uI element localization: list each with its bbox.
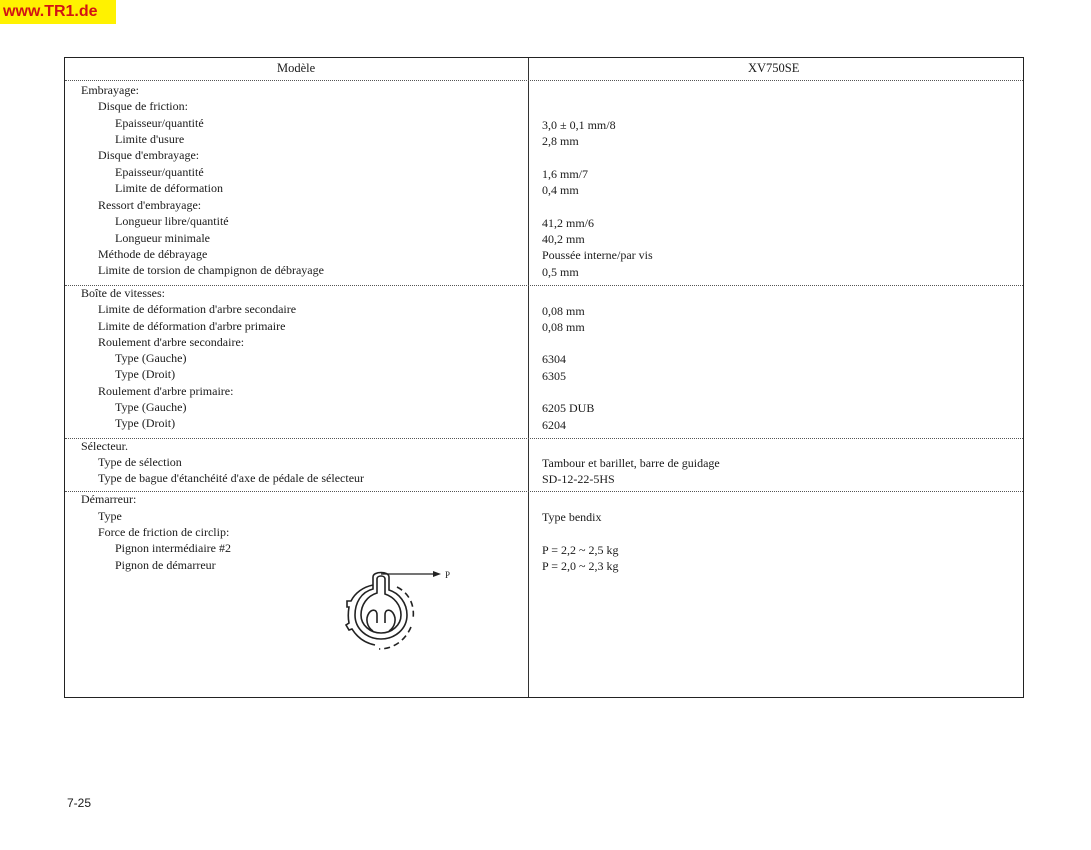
prim-right-label: Type (Droit) <box>115 416 176 430</box>
circlip-label: Force de friction de circlip: <box>98 525 230 539</box>
selector-type-label: Type de sélection <box>98 455 182 469</box>
starter-pinion-value: P = 2,0 ~ 2,3 kg <box>542 559 619 573</box>
spec-table <box>64 57 1024 698</box>
sec-bearing-label: Roulement d'arbre secondaire: <box>98 335 245 349</box>
page-number: 7-25 <box>67 796 92 810</box>
release-method-label: Méthode de débrayage <box>98 247 208 261</box>
circlip-diagram <box>335 563 455 658</box>
column-divider <box>528 58 529 697</box>
friction-disc-label: Disque de friction: <box>98 99 188 113</box>
warp-limit-value: 0,4 mm <box>542 183 579 197</box>
section-divider-selector <box>65 491 1023 492</box>
prim-shaft-value: 0,08 mm <box>542 320 585 334</box>
prim-left-value: 6205 DUB <box>542 401 595 415</box>
prim-shaft-label: Limite de déformation d'arbre primaire <box>98 319 286 333</box>
min-length-value: 40,2 mm <box>542 232 585 246</box>
clutch-thickness-label: Epaisseur/quantité <box>115 165 204 179</box>
warp-limit-label: Limite de déformation <box>115 181 223 195</box>
section-divider-gearbox <box>65 438 1023 439</box>
sec-left-value: 6304 <box>542 352 566 366</box>
clutch-thickness-value: 1,6 mm/7 <box>542 167 589 181</box>
release-method-value: Poussée interne/par vis <box>542 248 653 262</box>
starter-type-label: Type <box>98 509 122 523</box>
prim-left-label: Type (Gauche) <box>115 400 187 414</box>
torsion-limit-label: Limite de torsion de champignon de débrayage <box>98 263 324 277</box>
header-label: Modèle <box>277 61 316 75</box>
sec-right-label: Type (Droit) <box>115 367 176 381</box>
section-divider-clutch <box>65 285 1023 286</box>
starter-pinion-label: Pignon de démarreur <box>115 558 216 572</box>
clutch-disc-label: Disque d'embrayage: <box>98 148 200 162</box>
sec-right-value: 6305 <box>542 369 566 383</box>
idler-gear-label: Pignon intermédiaire #2 <box>115 541 231 555</box>
watermark: www.TR1.de <box>0 0 116 24</box>
idler-gear-value: P = 2,2 ~ 2,5 kg <box>542 543 619 557</box>
prim-bearing-label: Roulement d'arbre primaire: <box>98 384 234 398</box>
starter-type-value: Type bendix <box>542 510 602 524</box>
selector-type-value: Tambour et barillet, barre de guidage <box>542 456 720 470</box>
free-length-label: Longueur libre/quantité <box>115 214 229 228</box>
diagram-label-p: P <box>445 570 451 580</box>
wear-limit-value: 2,8 mm <box>542 134 579 148</box>
sec-shaft-value: 0,08 mm <box>542 304 585 318</box>
clutch-spring-label: Ressort d'embrayage: <box>98 198 202 212</box>
friction-thickness-label: Epaisseur/quantité <box>115 116 204 130</box>
selector-seal-label: Type de bague d'étanchéité d'axe de pédale de sélecteur <box>98 471 365 485</box>
starter-title: Démarreur: <box>81 492 137 506</box>
gearbox-title: Boîte de vitesses: <box>81 286 165 300</box>
prim-right-value: 6204 <box>542 418 566 432</box>
selector-title: Sélecteur. <box>81 439 128 453</box>
arrow-head-icon <box>433 571 441 577</box>
header-divider <box>65 80 1023 81</box>
sec-left-label: Type (Gauche) <box>115 351 187 365</box>
torsion-limit-value: 0,5 mm <box>542 265 579 279</box>
free-length-value: 41,2 mm/6 <box>542 216 595 230</box>
clutch-title: Embrayage: <box>81 83 139 97</box>
header-model: XV750SE <box>748 61 800 75</box>
circlip-drawing <box>346 573 433 650</box>
friction-thickness-value: 3,0 ± 0,1 mm/8 <box>542 118 616 132</box>
selector-seal-value: SD-12-22-5HS <box>542 472 615 486</box>
min-length-label: Longueur minimale <box>115 231 210 245</box>
wear-limit-label: Limite d'usure <box>115 132 185 146</box>
sec-shaft-label: Limite de déformation d'arbre secondaire <box>98 302 297 316</box>
